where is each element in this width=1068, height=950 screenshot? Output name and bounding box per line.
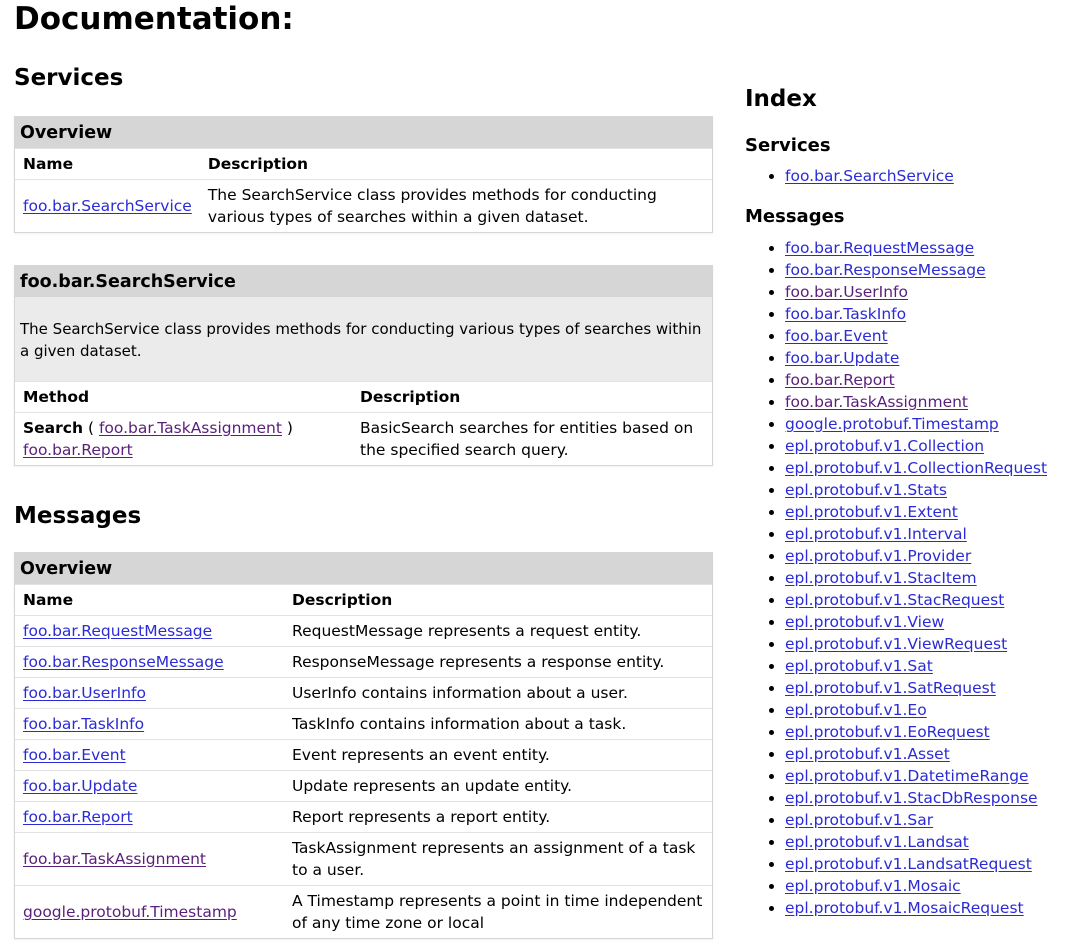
list-item [785, 809, 1065, 831]
services-overview-table [15, 148, 712, 232]
list-item [785, 875, 1065, 897]
table-cell-description: ResponseMessage represents a response entity. [284, 647, 712, 678]
table-row [15, 678, 712, 709]
table-cell-name [15, 616, 284, 647]
open-paren: ( [87, 419, 95, 437]
list-item [785, 567, 1065, 589]
table-cell-name [15, 180, 200, 233]
index-link[interactable]: epl.protobuf.v1.Provider [785, 547, 972, 565]
table-row [15, 413, 712, 466]
index-link[interactable]: epl.protobuf.v1.Landsat [785, 833, 969, 851]
searchservice-detail-title: foo.bar.SearchService [15, 265, 712, 297]
index-link[interactable]: foo.bar.TaskAssignment [785, 393, 969, 411]
list-item [785, 743, 1065, 765]
table-row [15, 802, 712, 833]
index-link[interactable]: foo.bar.Report [785, 371, 895, 389]
index-link[interactable]: epl.protobuf.v1.Interval [785, 525, 967, 543]
index-link[interactable]: epl.protobuf.v1.Sar [785, 811, 934, 829]
column-header-description: Description [284, 585, 712, 616]
message-link[interactable]: foo.bar.Event [23, 746, 126, 764]
message-link[interactable]: foo.bar.Report [23, 808, 133, 826]
index-link[interactable]: epl.protobuf.v1.StacDbResponse [785, 789, 1038, 807]
table-cell-name [15, 709, 284, 740]
index-link[interactable]: epl.protobuf.v1.ViewRequest [785, 635, 1008, 653]
table-header-row [15, 149, 712, 180]
table-cell-description: Update represents an update entity. [284, 771, 712, 802]
list-item [785, 611, 1065, 633]
list-item [785, 435, 1065, 457]
table-header-row [15, 382, 712, 413]
list-item [785, 655, 1065, 677]
index-link[interactable]: epl.protobuf.v1.LandsatRequest [785, 855, 1032, 873]
list-item [785, 589, 1065, 611]
list-item [785, 831, 1065, 853]
index-link[interactable]: epl.protobuf.v1.Eo [785, 701, 927, 719]
index-link[interactable]: foo.bar.RequestMessage [785, 239, 975, 257]
table-row [15, 647, 712, 678]
list-item [785, 391, 1065, 413]
index-messages-list [745, 237, 1065, 919]
messages-overview-table [15, 584, 712, 938]
index-services-heading: Services [745, 135, 831, 156]
table-cell-description: A Timestamp represents a point in time independent of any time zone or local [284, 886, 712, 939]
index-services-list [745, 165, 1065, 187]
column-header-name: Name [15, 149, 200, 180]
list-item [785, 165, 1065, 187]
table-row [15, 709, 712, 740]
list-item [785, 479, 1065, 501]
list-item [785, 237, 1065, 259]
message-link[interactable]: google.protobuf.Timestamp [23, 903, 237, 921]
list-item [785, 325, 1065, 347]
table-row [15, 180, 712, 233]
messages-heading: Messages [14, 503, 142, 529]
index-link[interactable]: epl.protobuf.v1.Collection [785, 437, 985, 455]
index-sidebar [745, 82, 1065, 919]
index-link[interactable]: epl.protobuf.v1.SatRequest [785, 679, 996, 697]
message-link[interactable]: foo.bar.TaskInfo [23, 715, 145, 733]
list-item [785, 853, 1065, 875]
table-cell-name [15, 833, 284, 886]
index-link[interactable]: foo.bar.UserInfo [785, 283, 908, 301]
table-cell-name [15, 678, 284, 709]
message-link[interactable]: foo.bar.TaskAssignment [23, 850, 207, 868]
index-link[interactable]: google.protobuf.Timestamp [785, 415, 999, 433]
message-link[interactable]: foo.bar.Update [23, 777, 138, 795]
column-header-description: Description [200, 149, 712, 180]
table-cell-name [15, 740, 284, 771]
table-row [15, 616, 712, 647]
list-item [785, 347, 1065, 369]
column-header-method: Method [15, 382, 352, 413]
index-link[interactable]: foo.bar.ResponseMessage [785, 261, 986, 279]
index-link[interactable]: epl.protobuf.v1.StacItem [785, 569, 977, 587]
searchservice-detail-box [14, 265, 713, 466]
table-cell-description: TaskAssignment represents an assignment of a task to a user. [284, 833, 712, 886]
list-item [785, 501, 1065, 523]
param-type-link[interactable]: foo.bar.TaskAssignment [98, 419, 282, 437]
service-link-searchservice[interactable]: foo.bar.SearchService [23, 197, 192, 215]
method-name: Search [23, 419, 84, 437]
list-item [785, 281, 1065, 303]
table-cell-description: RequestMessage represents a request entity. [284, 616, 712, 647]
list-item [785, 633, 1065, 655]
index-link[interactable]: epl.protobuf.v1.View [785, 613, 945, 631]
page-title: Documentation: [14, 1, 294, 37]
return-type-link[interactable]: foo.bar.Report [23, 441, 133, 459]
table-row [15, 833, 712, 886]
index-messages-heading: Messages [745, 206, 845, 227]
index-link[interactable]: foo.bar.Event [785, 327, 888, 345]
index-heading: Index [745, 86, 817, 112]
list-item [785, 765, 1065, 787]
list-item [785, 699, 1065, 721]
list-item [785, 677, 1065, 699]
index-link[interactable]: epl.protobuf.v1.Extent [785, 503, 958, 521]
table-row [15, 740, 712, 771]
table-cell-description: Report represents a report entity. [284, 802, 712, 833]
services-heading: Services [14, 65, 124, 91]
table-cell-name [15, 802, 284, 833]
list-item [785, 545, 1065, 567]
list-item [785, 721, 1065, 743]
method-description: BasicSearch searches for entities based on the specified search query. [352, 413, 712, 466]
index-link[interactable]: epl.protobuf.v1.Sat [785, 657, 933, 675]
list-item [785, 369, 1065, 391]
column-header-description: Description [352, 382, 712, 413]
list-item [785, 413, 1065, 435]
list-item [785, 259, 1065, 281]
list-item [785, 523, 1065, 545]
list-item [785, 457, 1065, 479]
list-item [785, 303, 1065, 325]
message-link[interactable]: foo.bar.ResponseMessage [23, 653, 224, 671]
index-link[interactable]: foo.bar.TaskInfo [785, 305, 907, 323]
table-cell-name [15, 886, 284, 939]
index-link[interactable]: foo.bar.Update [785, 349, 900, 367]
message-link[interactable]: foo.bar.UserInfo [23, 684, 146, 702]
table-cell-description: Event represents an event entity. [284, 740, 712, 771]
table-header-row [15, 585, 712, 616]
main-content [14, 62, 713, 939]
list-item [785, 787, 1065, 809]
table-row [15, 886, 712, 939]
index-link[interactable]: epl.protobuf.v1.Asset [785, 745, 950, 763]
messages-overview-title: Overview [15, 552, 712, 584]
index-link[interactable]: foo.bar.SearchService [785, 167, 954, 185]
table-cell-name [15, 647, 284, 678]
table-cell-description: The SearchService class provides methods for conducting various types of searches within a given dataset. [200, 180, 712, 233]
index-link[interactable]: epl.protobuf.v1.EoRequest [785, 723, 990, 741]
service-description: The SearchService class provides methods for conducting various types of searches within a given dataset. [15, 297, 712, 381]
table-cell-name [15, 771, 284, 802]
index-link[interactable]: epl.protobuf.v1.CollectionRequest [785, 459, 1048, 477]
services-overview-title: Overview [15, 116, 712, 148]
index-link[interactable]: epl.protobuf.v1.DatetimeRange [785, 767, 1029, 785]
list-item [785, 897, 1065, 919]
method-signature [15, 413, 352, 466]
index-link[interactable]: epl.protobuf.v1.StacRequest [785, 591, 1005, 609]
table-row [15, 771, 712, 802]
index-link[interactable]: epl.protobuf.v1.Mosaic [785, 877, 961, 895]
close-paren: ) [286, 419, 293, 437]
column-header-name: Name [15, 585, 284, 616]
methods-table [15, 381, 712, 465]
table-cell-description: TaskInfo contains information about a task. [284, 709, 712, 740]
messages-overview-box [14, 552, 713, 939]
index-link[interactable]: epl.protobuf.v1.Stats [785, 481, 947, 499]
table-cell-description: UserInfo contains information about a user. [284, 678, 712, 709]
index-link[interactable]: epl.protobuf.v1.MosaicRequest [785, 899, 1024, 917]
services-overview-box [14, 116, 713, 233]
message-link[interactable]: foo.bar.RequestMessage [23, 622, 213, 640]
